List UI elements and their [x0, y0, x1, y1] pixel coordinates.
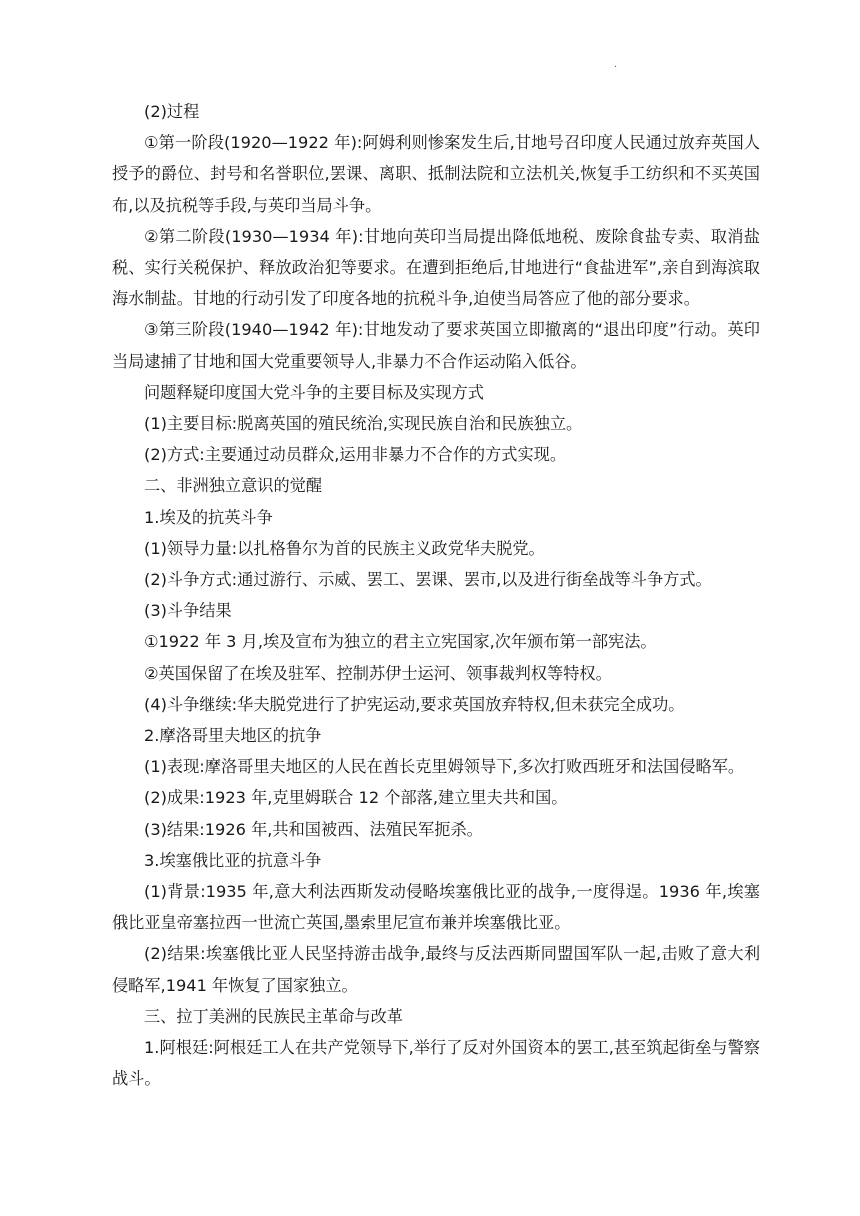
paragraph-stage-three: ③第三阶段(1940—1942 年):甘地发动了要求英国立即撤离的“退出印度”行动。英印当局逮捕了甘地和国大党重要领导人,非暴力不合作运动陷入低谷。 — [112, 320, 760, 371]
question-clarification-heading: 问题释疑印度国大党斗争的主要目标及实现方式 — [144, 382, 484, 402]
paragraph-egypt-methods: (2)斗争方式:通过游行、示威、罢工、罢课、罢市,以及进行街垒战等斗争方式。 — [144, 570, 712, 590]
subheading-egypt: 1.埃及的抗英斗争 — [144, 507, 273, 527]
subheading-morocco: 2.摩洛哥里夫地区的抗争 — [144, 726, 322, 746]
corner-dot: . — [614, 59, 618, 70]
paragraph-morocco-performance: (1)表现:摩洛哥里夫地区的人民在酋长克里姆领导下,多次打败西班牙和法国侵略军。 — [144, 757, 745, 777]
paragraph-stage-two: ②第二阶段(1930—1934 年):甘地向英印当局提出降低地税、废除食盐专卖、取消盐税、实行关税保护、释放政治犯等要求。在遭到拒绝后,甘地进行“食盐进军”,亲自到海滨取海水制盐。甘地的行动引发了印度各地的抗税斗争,迫使当局答应了他的部分要求。 — [112, 226, 760, 309]
paragraph-egypt-continued: (4)斗争继续:华夫脱党进行了护宪运动,要求英国放弃特权,但未获完全成功。 — [144, 694, 685, 714]
paragraph-main-goal: (1)主要目标:脱离英国的殖民统治,实现民族自治和民族独立。 — [144, 414, 583, 434]
paragraph-morocco-achievement: (2)成果:1923 年,克里姆联合 12 个部落,建立里夫共和国。 — [144, 788, 568, 808]
paragraph-ethiopia-background: (1)背景:1935 年,意大利法西斯发动侵略埃塞俄比亚的战争,一度得逞。1936 年,埃塞俄比亚皇帝塞拉西一世流亡英国,墨索里尼宣布兼并埃塞俄比亚。 — [112, 882, 760, 933]
paragraph-method: (2)方式:主要通过动员群众,运用非暴力不合作的方式实现。 — [144, 445, 567, 465]
paragraph-stage-one: ①第一阶段(1920—1922 年):阿姆利则惨案发生后,甘地号召印度人民通过放弃英国人授予的爵位、封号和名誉职位,罢课、离职、抵制法院和立法机关,恢复手工纺织和不买英国布,以及抗税等手段,与英印当局斗争。 — [112, 133, 760, 215]
paragraph-egypt-independence: ①1922 年 3 月,埃及宣布为独立的君主立宪国家,次年颁布第一部宪法。 — [144, 632, 657, 652]
paragraph-argentina: 1.阿根廷:阿根廷工人在共产党领导下,举行了反对外国资本的罢工,甚至筑起街垒与警察战斗。 — [112, 1038, 760, 1089]
paragraph-egypt-privileges: ②英国保留了在埃及驻军、控制苏伊士运河、领事裁判权等特权。 — [144, 663, 612, 683]
subheading-ethiopia: 3.埃塞俄比亚的抗意斗争 — [144, 850, 322, 870]
paragraph-ethiopia-result: (2)结果:埃塞俄比亚人民坚持游击战争,最终与反法西斯同盟国军队一起,击败了意大利侵略军,1941 年恢复了国家独立。 — [112, 944, 760, 995]
paragraph-egypt-leadership: (1)领导力量:以扎格鲁尔为首的民族主义政党华夫脱党。 — [144, 538, 545, 558]
section-heading-africa: 二、非洲独立意识的觉醒 — [144, 476, 323, 496]
section-heading-process: (2)过程 — [144, 102, 200, 121]
document-page — [112, 96, 760, 1095]
paragraph-morocco-result: (3)结果:1926 年,共和国被西、法殖民军扼杀。 — [144, 819, 483, 839]
paragraph-egypt-result-heading: (3)斗争结果 — [144, 601, 232, 621]
section-heading-latin-america: 三、拉丁美洲的民族民主革命与改革 — [144, 1006, 403, 1026]
